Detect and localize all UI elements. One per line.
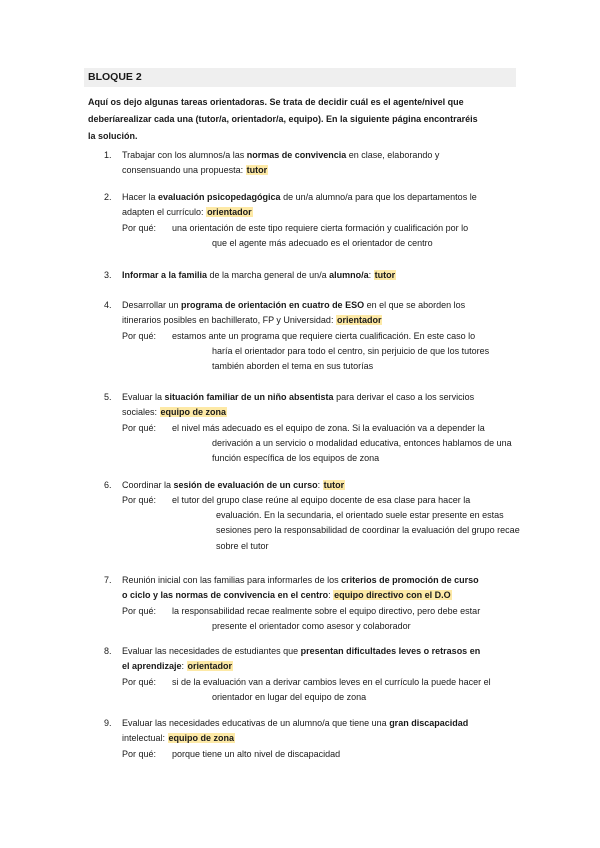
item-line <box>122 478 516 493</box>
reason-line: porque tiene un alto nivel de discapacidad <box>172 749 341 759</box>
reason-text <box>172 604 518 634</box>
text-run: Evaluar las necesidades de estudiantes que <box>122 646 301 656</box>
text-run: Evaluar la <box>122 392 165 402</box>
reason-line: orientador en lugar del equipo de zona <box>212 692 367 703</box>
reason-label: Por qué: <box>122 223 157 233</box>
reason-text <box>172 221 518 251</box>
text-run: sociales: <box>122 407 160 418</box>
item-line <box>122 298 516 313</box>
item-line <box>122 268 516 283</box>
reason-line: también aborden el tema en sus tutorías <box>212 361 374 372</box>
answer-highlight: orientador <box>336 315 382 326</box>
item-line <box>122 731 516 746</box>
reason-label: Por qué: <box>122 677 157 687</box>
answer-highlight: equipo de zona <box>160 407 227 418</box>
item-line <box>122 573 516 588</box>
item-number: 3. <box>104 270 112 280</box>
item-line <box>122 205 516 220</box>
item-line <box>122 716 516 731</box>
reason-line: haría el orientador para todo el centro, sin perjuicio de que los tutores <box>212 346 490 357</box>
text-run: : <box>181 661 187 672</box>
item-number: 7. <box>104 575 112 585</box>
item-text <box>122 148 516 178</box>
reason-line: función específica de los equipos de zona <box>212 453 380 464</box>
item-number: 4. <box>104 300 112 310</box>
reason-label: Por qué: <box>122 331 157 341</box>
answer-highlight: tutor <box>246 165 268 176</box>
reason-text <box>172 329 518 375</box>
bold-term: normas de convivencia <box>246 150 347 160</box>
reason-line: evaluación. En la secundaria, el orientado suele estar presente en estas <box>216 510 504 521</box>
reason-label: Por qué: <box>122 749 157 759</box>
reason-line: presente el orientador como asesor y colaborador <box>212 621 411 632</box>
text-run: Evaluar las necesidades educativas de un alumno/a que tiene una <box>122 718 390 728</box>
text-run: Trabajar con los alumnos/a las <box>122 150 247 160</box>
item-text <box>122 390 516 420</box>
text-run: de un/a alumno/a para que los departamentos le <box>280 192 477 202</box>
item-text <box>122 190 516 220</box>
item-number: 1. <box>104 150 112 160</box>
answer-highlight: equipo de zona <box>168 733 235 744</box>
reason-line: si de la evaluación van a derivar cambios leves en el currículo la puede hacer el <box>172 677 491 687</box>
reason-line: derivación a un servicio o modalidad educativa, entonces hablamos de una <box>212 438 512 449</box>
item-line <box>122 313 516 328</box>
answer-highlight: tutor <box>323 480 345 490</box>
reason-text <box>172 493 518 554</box>
item-line <box>122 390 516 405</box>
item-line <box>122 163 516 178</box>
bold-term: evaluación psicopedagógica <box>158 192 281 202</box>
item-text <box>122 478 516 493</box>
text-run: itinerarios posibles en bachillerato, FP y Universidad: <box>122 315 336 326</box>
text-run: en clase, elaborando y <box>346 150 440 160</box>
text-run: de la marcha general de un/a <box>207 270 330 280</box>
text-run: consensuando una propuesta: <box>122 165 246 176</box>
reason-line: la responsabilidad recae realmente sobre el equipo directivo, pero debe estar <box>172 606 481 616</box>
section-title: BLOQUE 2 <box>88 71 142 83</box>
bold-term: criterios de promoción de curso <box>341 575 479 585</box>
item-number: 6. <box>104 480 112 490</box>
section-header <box>84 68 516 87</box>
bold-term: programa de orientación en cuatro de ESO <box>181 300 365 310</box>
bold-term: el aprendizaje <box>122 661 182 672</box>
bold-term: Informar a la familia <box>122 270 208 280</box>
text-run: : <box>317 480 323 490</box>
reason-line: estamos ante un programa que requiere cierta cualificación. En este caso lo <box>172 331 476 341</box>
reason-line: el tutor del grupo clase reúne al equipo docente de esa clase para hacer la <box>172 495 471 505</box>
bold-term: o ciclo y las normas de convivencia en el centro <box>122 590 329 601</box>
item-text <box>122 268 516 283</box>
reason-label: Por qué: <box>122 495 157 505</box>
item-number: 2. <box>104 192 112 202</box>
item-line <box>122 644 516 659</box>
bold-term: gran discapacidad <box>389 718 469 728</box>
answer-highlight: tutor <box>374 270 396 280</box>
answer-highlight: equipo directivo con el D.O <box>334 590 451 601</box>
answer-highlight: orientador <box>187 661 233 672</box>
bold-term: alumno/a <box>329 270 369 280</box>
intro-line: la solución. <box>88 131 138 141</box>
item-text <box>122 573 516 603</box>
reason-text <box>172 675 518 705</box>
item-text <box>122 716 516 746</box>
text-run: en el que se aborden los <box>364 300 466 310</box>
reason-line: el nivel más adecuado es el equipo de zona. Si la evaluación va a depender la <box>172 423 485 433</box>
reason-line: sobre el tutor <box>216 540 269 551</box>
text-run: adapten el currículo: <box>122 207 207 218</box>
item-line <box>122 405 516 420</box>
intro-paragraph <box>88 94 516 145</box>
reason-line: una orientación de este tipo requiere cierta formación y cualificación por lo <box>172 223 469 233</box>
item-text <box>122 644 516 674</box>
item-text <box>122 298 516 328</box>
text-run: Coordinar la <box>122 480 174 490</box>
item-line <box>122 588 516 603</box>
bold-term: situación familiar de un niño absentista <box>164 392 334 402</box>
text-run: : <box>368 270 374 280</box>
reason-line: sesiones pero la responsabilidad de coordinar la evaluación del grupo recae <box>216 525 520 536</box>
item-line <box>122 148 516 163</box>
intro-line: deberíarealizar cada una (tutor/a, orientador/a, equipo). En la siguiente página encontraréis <box>88 114 478 124</box>
item-number: 9. <box>104 718 112 728</box>
text-run: para derivar el caso a los servicios <box>333 392 475 402</box>
text-run: intelectual: <box>122 733 168 744</box>
reason-label: Por qué: <box>122 606 157 616</box>
item-number: 5. <box>104 392 112 402</box>
item-number: 8. <box>104 646 112 656</box>
bold-term: sesión de evaluación de un curso <box>173 480 318 490</box>
text-run: Desarrollar un <box>122 300 182 310</box>
answer-highlight: orientador <box>207 207 252 218</box>
text-run: Reunión inicial con las familias para informarles de los <box>122 575 342 585</box>
reason-label: Por qué: <box>122 423 157 433</box>
intro-line: Aquí os dejo algunas tareas orientadoras. Se trata de decidir cuál es el agente/nivel que <box>88 97 464 107</box>
text-run: Hacer la <box>122 192 159 202</box>
reason-line: que el agente más adecuado es el orientador de centro <box>212 238 433 249</box>
text-run: : <box>328 590 334 601</box>
item-line <box>122 190 516 205</box>
bold-term: presentan dificultades leves o retrasos en <box>300 646 481 656</box>
reason-text <box>172 421 518 467</box>
reason-text <box>172 747 518 762</box>
item-line <box>122 659 516 674</box>
